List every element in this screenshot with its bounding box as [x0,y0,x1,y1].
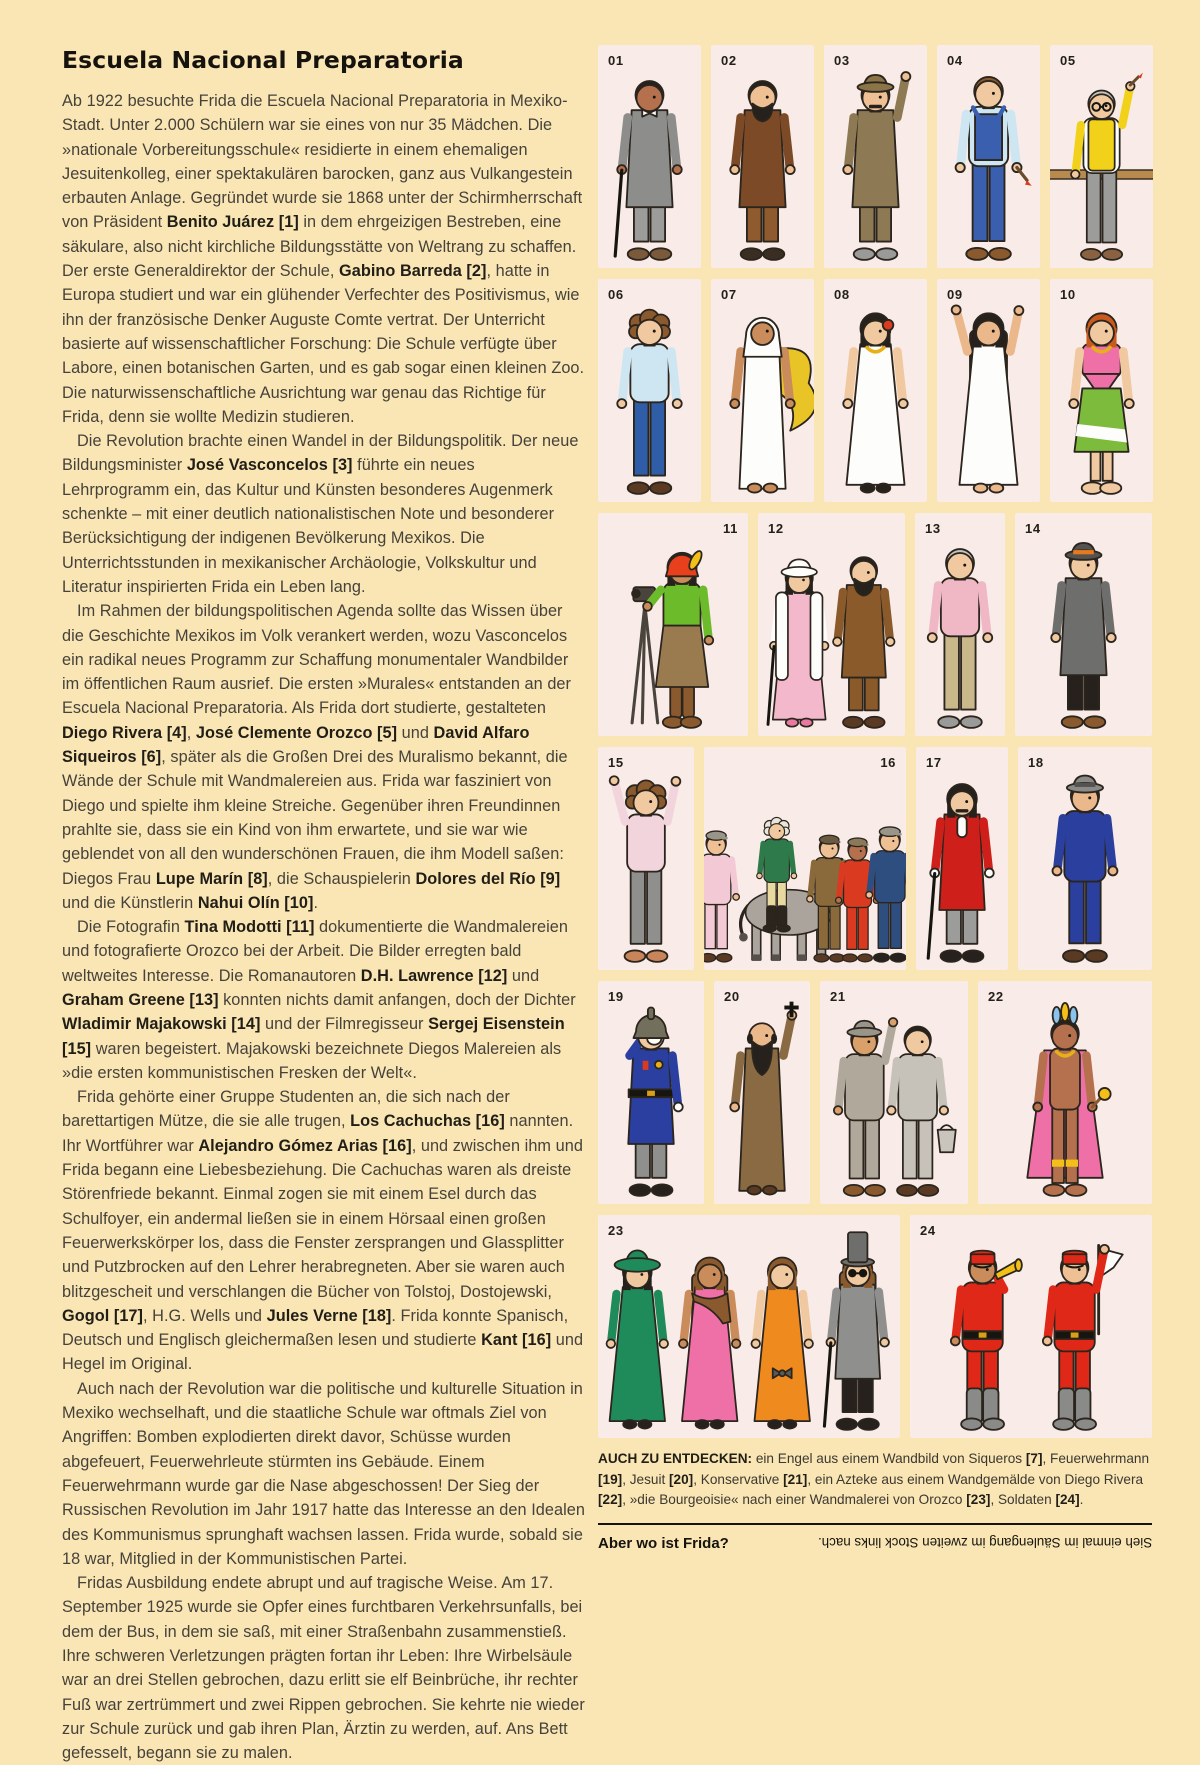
figure-row-6 [598,1215,1153,1438]
paragraph-text: Graham Greene [13] [62,991,219,1009]
page-title: Escuela Nacional Preparatoria [62,46,586,74]
panel-17-gogol [916,747,1008,970]
tina-modotti-illustration [598,513,748,736]
panel-08-lupe-marin [824,279,927,502]
jules-verne-illustration [1018,747,1152,970]
paragraph-text: D.H. Lawrence [12] [361,967,508,985]
caption-text: , Soldaten [990,1492,1055,1507]
paragraph-text: , hatte in Europa studiert und war ein glühender Verfechter des Positivismus, wie ihn der französische Denker Auguste Comte vertrat. Der Unterricht basierte auf wissenschaftlicher Forschung: Die Schule verfügte über Labore, einen botanischen Garten, und es gab sogar einen kleinen Zoo. Die naturwissenschaftliche Ausrichtung war genau das Richtige für Frida, denn sie wollte Medizin studieren. [62,262,584,426]
figure-row-5 [598,981,1153,1204]
paragraph-text: Sergej Eisenstein [15] [62,1015,565,1057]
panel-number: 22 [988,989,1004,1004]
paragraph-text: Diego Rivera [4] [62,724,187,742]
panel-15-sergej-eisenstein [598,747,694,970]
panel-number: 12 [768,521,784,536]
paragraph-text: Wladimir Majakowski [14] [62,1015,260,1033]
gogol-illustration [916,747,1008,970]
graham-greene-illustration [915,513,1005,736]
paragraph-text: David Alfaro Siqueiros [6] [62,724,529,766]
figure-row-2 [598,279,1153,502]
panel-number: 13 [925,521,941,536]
panel-number: 07 [721,287,737,302]
figure-grid [598,45,1153,1438]
paragraph-text: und der Filmregisseur [260,1015,428,1033]
paragraph [62,429,586,599]
panel-07-engel-siqueiros [711,279,814,502]
panel-number: 01 [608,53,624,68]
wladimir-majakowski-illustration [1015,513,1152,736]
paragraph-text: Lupe Marín [8] [156,870,268,888]
panel-11-tina-modotti [598,513,748,736]
paragraph-text: , H.G. Wells und [143,1307,267,1325]
caption-text: [20] [669,1472,693,1487]
caption-text: , ein Azteke aus einem Wandgemälde von Diego Rivera [807,1472,1143,1487]
paragraph-text: Fridas Ausbildung endete abrupt und auf tragische Weise. Am 17. September 1925 wurde sie Opfer eines furchtbaren Verkehrsunfalls, bei dem der Bus, in dem sie saß, mit einer Straßenbahn zusammenstieß. Ihre schweren Verletzungen prägten fortan ihr Leben: Ihre Wirbelsäule war an drei Stellen gebrochen, dazu erlitt sie elf Beinbrüche, ihr rechter Fuß war zertrümmert und zwei Rippen gebrochen. Sie kehrte nie wieder zur Schule zurück und gab ihren Plan, Ärztin zu werden, auf. Ans Bett gefesselt, begann sie zu malen. [62,1574,585,1762]
paragraph-text: Tina Modotti [11] [185,918,315,936]
paragraph-text: nannten. Ihr Wortführer war [62,1112,573,1154]
caption-text: [22] [598,1492,622,1507]
panel-01-benito-juarez [598,45,701,268]
panel-number: 02 [721,53,737,68]
jose-clemente-orozco-illustration [1050,45,1153,268]
panel-number: 10 [1060,287,1076,302]
paragraph-text: Nahui Olín [10] [198,894,314,912]
paragraph-text: konnten nichts damit anfangen, doch der Dichter [219,991,576,1009]
paragraph-text: Alejandro Gómez Arias [16] [198,1137,411,1155]
panel-14-wladimir-majakowski [1015,513,1152,736]
paragraph-text: , [187,724,196,742]
panel-number: 17 [926,755,942,770]
nahui-olin-illustration [1050,279,1153,502]
panel-16-los-cachuchas [704,747,906,970]
paragraph-text: José Vasconcelos [3] [187,456,353,474]
caption-text: AUCH ZU ENTDECKEN: [598,1451,752,1466]
caption-text: ein Engel aus einem Wandbild von Siqueros [752,1451,1026,1466]
panel-number: 09 [947,287,963,302]
caption-text: , Jesuit [622,1472,669,1487]
paragraph-text: Los Cachuchas [16] [350,1112,505,1130]
panel-02-gabino-barreda [711,45,814,268]
konservative-illustration [820,981,968,1204]
paragraph-text: Auch nach der Revolution war die politische und kulturelle Situation in Mexiko wechselhaft, und die staatliche Schule war oftmals Ziel von Angriffen: Bomben explodierten direkt davor, Schüsse wurden abgefeuert, Feuerwehrleute stürmten ins Gebäude. Einem Feuerwehrmann wurde gar die Nase abgeschossen! Der Sieg der Russischen Revolution im Jahr 1917 hatte das Interesse an den Idealen des Kommunismus sprunghaft wachsen lassen. Frida wurde, sobald sie 18 war, Mitglied in der Kommunistischen Partei. [62,1380,585,1568]
panel-number: 04 [947,53,963,68]
panel-24-soldaten [910,1215,1152,1438]
paragraph-text: in dem ehrgeizigen Bestreben, eine säkulare, also nicht kirchliche Bildungsstätte von Weltrang zu schaffen. Der erste Generaldirektor der Schule, [62,213,576,280]
caption-text: [23] [966,1492,990,1507]
los-cachuchas-illustration [704,747,906,970]
panel-number: 03 [834,53,850,68]
article-body [62,89,586,1765]
panel-number: 19 [608,989,624,1004]
paragraph [62,1085,586,1377]
figure-row-1 [598,45,1153,268]
paragraph-text: und [507,967,539,985]
figure-row-3 [598,513,1153,736]
lupe-marin-illustration [824,279,927,502]
paragraph-text: , später als die Großen Drei des Muralismo bekannt, die Wände der Schule mit Wandmalereien aus. Frida war fasziniert von Diego und spielte ihm kleine Streiche. Gegenüber ihren Freundinnen prahlte sie, dass sie ein Kind von ihm erwartete, und sie war wie geblendet von all den wunderschönen Frauen, die ihm Modell saßen: Diegos Frau [62,748,568,887]
panel-06-david-alfaro-siqueiros [598,279,701,502]
panel-number: 15 [608,755,624,770]
jesuit-illustration [714,981,810,1204]
paragraph-text: Gogol [17] [62,1307,143,1325]
discover-caption [598,1449,1152,1511]
diego-rivera-illustration [937,45,1040,268]
sergej-eisenstein-illustration [598,747,694,970]
footer-hint-upside-down: Sieh einmal im Säulengang im zweiten Stock links nach. [818,1535,1152,1550]
paragraph [62,1377,586,1571]
paragraph-text: und die Künstlerin [62,894,198,912]
paragraph-text: Die Revolution brachte einen Wandel in der Bildungspolitik. Der neue Bildungsminister [62,432,578,474]
engel-siqueiros-illustration [711,279,814,502]
panel-number: 14 [1025,521,1041,536]
paragraph-text: José Clemente Orozco [5] [196,724,397,742]
panel-23-bourgeoisie [598,1215,900,1438]
footer-divider [598,1523,1152,1525]
dh-lawrence-illustration [758,513,905,736]
panel-number: 11 [723,521,738,536]
paragraph-text: Im Rahmen der bildungspolitischen Agenda sollte das Wissen über die Geschichte Mexikos im Volk verankert werden, wozu Vasconcelos ein radikal neues Programm zur Schaffung monumentaler Wandbilder im öffentlichen Raum ausrief. Die ersten »Murales« entstanden an der Escuela Nacional Preparatoria. Als Frida dort studierte, gestalteten [62,602,571,717]
paragraph-text: Die Fotografin [77,918,185,936]
paragraph-text: führte ein neues Lehrprogramm ein, das Kultur und Künsten besonderes Augenmerk schenkte – mit einer deutlich nationalistischen Note und besonderer Berücksichtigung der indigenen Bevölkerung Mexikos. Die Unterrichtsstunden in mexikanischer Archäologie, Volkskultur und Literatur inspirierten Frida ein Leben lang. [62,456,554,595]
paragraph-text: Benito Juárez [1] [167,213,299,231]
panel-10-nahui-olin [1050,279,1153,502]
paragraph-text: . Frida konnte Spanisch, Deutsch und Englisch gleichermaßen lesen und studierte [62,1307,568,1349]
caption-text: [19] [598,1472,622,1487]
paragraph-text: . [313,894,318,912]
paragraph-text: Kant [16] [481,1331,551,1349]
paragraph [62,1571,586,1765]
panel-number: 05 [1060,53,1076,68]
panel-number: 24 [920,1223,936,1238]
panel-04-diego-rivera [937,45,1040,268]
footer-question: Aber wo ist Frida? [598,1535,729,1552]
paragraph-text: , und zwischen ihm und Frida begann eine Liebesbeziehung. Die Cachuchas waren als dreiste Störenfriede bekannt. Einmal zogen sie mit einem Esel durch das Schulfoyer, ein andermal ließen sie in einem Hörsaal einen großen Feuerwerkskörper los, dass die Fenster zersprangen und Glassplitter und Putzbrocken auf den Lehrer herabregneten. Aber sie waren auch blitzgescheit und verschlangen die Bücher von Tolstoj, Dostojewski, [62,1137,583,1301]
paragraph-text: Dolores del Río [9] [415,870,560,888]
panel-22-azteke [978,981,1152,1204]
panel-03-jose-vasconcelos [824,45,927,268]
paragraph-text: und [397,724,433,742]
paragraph-text: Jules Verne [18] [267,1307,392,1325]
david-alfaro-siqueiros-illustration [598,279,701,502]
azteke-illustration [978,981,1152,1204]
paragraph-text: waren begeistert. Majakowski bezeichnete Diegos Malereien als »die ersten kommunistischen Fresken der Welt«. [62,1040,561,1082]
gabino-barreda-illustration [711,45,814,268]
panel-18-jules-verne [1018,747,1152,970]
paragraph-text: und Hegel im Original. [62,1331,583,1373]
panel-number: 20 [724,989,740,1004]
benito-juarez-illustration [598,45,701,268]
panel-number: 21 [830,989,846,1004]
caption-text: , »die Bourgeoisie« nach einer Wandmalerei von Orozco [622,1492,966,1507]
caption-text: , Feuerwehrmann [1043,1451,1150,1466]
caption-text: [21] [783,1472,807,1487]
panel-20-jesuit [714,981,810,1204]
feuerwehrmann-illustration [598,981,704,1204]
panel-13-graham-greene [915,513,1005,736]
panel-number: 08 [834,287,850,302]
panel-09-dolores-del-rio [937,279,1040,502]
panel-12-dh-lawrence [758,513,905,736]
paragraph-text: dokumentierte die Wandmalereien und fotografierte Orozco bei der Arbeit. Die Bilder erregten bald weltweites Interesse. Die Romanautoren [62,918,568,985]
caption-text: [24] [1055,1492,1079,1507]
panel-19-feuerwehrmann [598,981,704,1204]
soldaten-illustration [910,1215,1152,1438]
bourgeoisie-illustration [598,1215,900,1438]
paragraph [62,599,586,915]
paragraph-text: Frida gehörte einer Gruppe Studenten an, die sich nach der barettartigen Mütze, die sie alle trugen, [62,1088,510,1130]
paragraph-text: , die Schauspielerin [268,870,416,888]
dolores-del-rio-illustration [937,279,1040,502]
panel-number: 06 [608,287,624,302]
footer [598,1535,1152,1552]
paragraph-text: Ab 1922 besuchte Frida die Escuela Nacional Preparatoria in Mexiko-Stadt. Unter 2.000 Schülern war sie eines von nur 35 Mädchen. Die »nationale Vorbereitungsschule« residierte in einem ehemaligen Jesuitenkolleg, einer spektakulären barocken, ganz aus Vulkangestein erbauten Anlage. Gegründet wurde sie 1868 unter der Schirmherrschaft von Präsident [62,92,582,231]
panel-number: 18 [1028,755,1044,770]
panel-number: 23 [608,1223,624,1238]
paragraph [62,89,586,429]
panel-21-konservative [820,981,968,1204]
caption-text: [7] [1026,1451,1043,1466]
figure-row-4 [598,747,1153,970]
panel-05-jose-clemente-orozco [1050,45,1153,268]
paragraph-text: Gabino Barreda [2] [339,262,486,280]
caption-text: . [1080,1492,1084,1507]
paragraph [62,915,586,1085]
caption-text: , Konservative [693,1472,783,1487]
article [62,46,586,1765]
jose-vasconcelos-illustration [824,45,927,268]
panel-number: 16 [880,755,896,770]
